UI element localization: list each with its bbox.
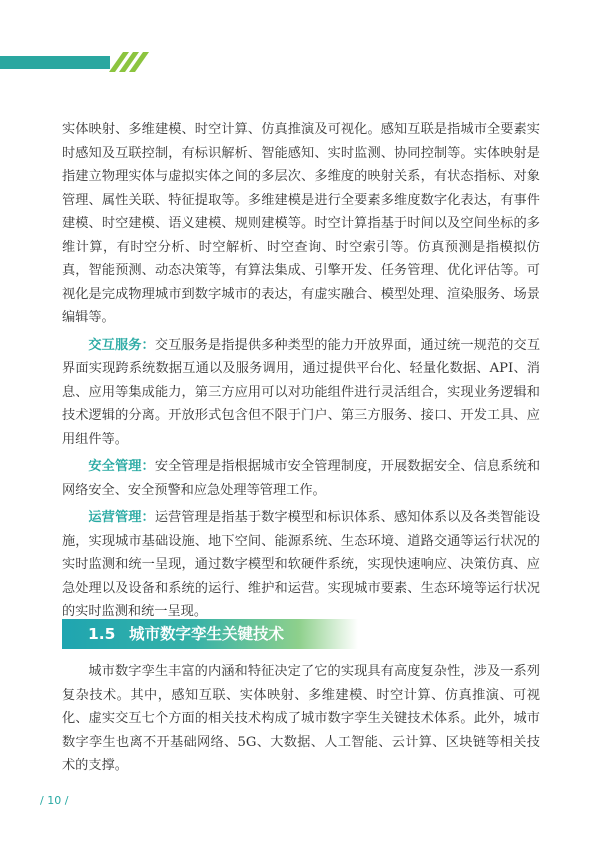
section-title: 城市数字孪生关键技术 <box>129 625 285 643</box>
term-text: 安全管理是指根据城市安全管理制度，开展数据安全、信息系统和网络安全、安全预警和应急处理等管理工作。 <box>62 459 541 498</box>
section-content <box>62 660 540 782</box>
term-label: 运营管理： <box>88 510 155 525</box>
page-number: / 10 / <box>40 794 69 807</box>
section-heading <box>62 619 358 649</box>
paragraph: 实体映射、多维建模、时空计算、仿真推演及可视化。感知互联是指城市全要素实时感知及互联控制，有标识解析、智能感知、实时监测、协同控制等。实体映射是指建立物理实体与虚拟实体之间的多层次、多维度的映射关系，有状态指标、对象管理、属性关联、特征提取等。多维建模是进行全要素多维度数字化表达，有事件建模、时空建模、语义建模、规则建模等。时空计算指基于时间以及空间坐标的多维计算，有时空分析、时空解析、时空查询、时空索引等。仿真预测是指模拟仿真，智能预测、动态决策等，有算法集成、引擎开发、任务管理、优化评估等。可视化是完成物理城市到数字城市的表达，有虚实融合、模型处理、渲染服务、场景编辑等。 <box>62 122 540 325</box>
term-text: 运营管理是指基于数字模型和标识体系、感知体系以及各类智能设施，实现城市基础设施、地下空间、能源系统、生态环境、道路交通等运行状况的实时监测和统一呈现，通过数字模型和软硬件系统，实现快速响应、决策仿真、应急处理以及设备和系统的运行、维护和运营。实现城市要素、生态环境等运行状况的实时监测和统一呈现。 <box>62 510 541 619</box>
term-label: 交互服务： <box>88 337 155 353</box>
header-bar <box>0 56 110 69</box>
paragraph-security-management <box>62 455 540 502</box>
paragraph: 城市数字孪生丰富的内涵和特征决定了它的实现具有高度复杂性，涉及一系列复杂技术。其中，感知互联、实体映射、多维建模、时空计算、仿真推演、可视化、虚实交互七个方面的相关技术构成了城市数字孪生关键技术体系。此外，城市数字孪生也离不开基础网络、5G、大数据、人工智能、云计算、区块链等相关技术的支撑。 <box>62 664 540 773</box>
term-text: 交互服务是指提供多种类型的能力开放界面，通过统一规范的交互界面实现跨系统数据互通以及服务调用，通过提供平台化、轻量化数据、API、消息、应用等集成能力，第三方应用可以对功能组件进行灵活组合，实现业务逻辑和技术逻辑的分离。开放形式包含但不限于门户、第三方服务、接口、开发工具、应用组件等。 <box>62 337 541 447</box>
paragraph-operation-management <box>62 506 540 624</box>
paragraph-interaction-service <box>62 334 540 452</box>
term-label: 安全管理： <box>88 459 155 474</box>
section-number: 1.5 <box>88 625 116 643</box>
content-block <box>62 118 540 628</box>
